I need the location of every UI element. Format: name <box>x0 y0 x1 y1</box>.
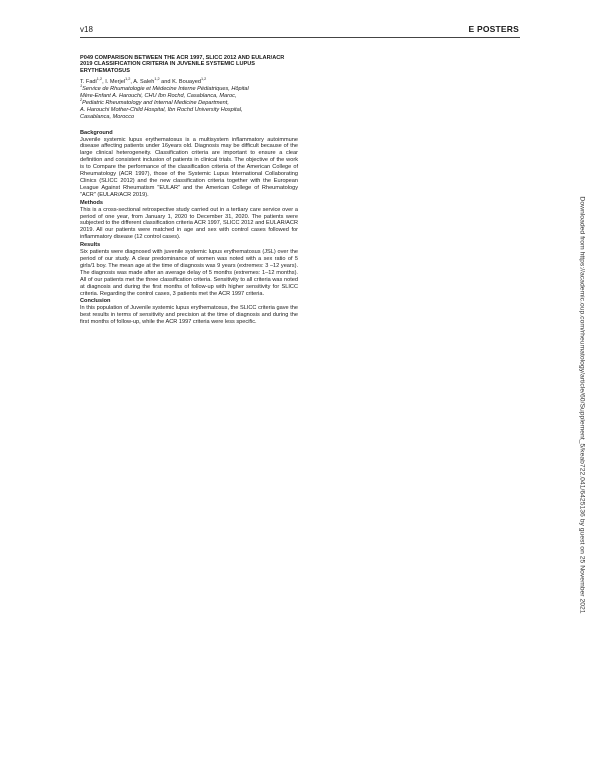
affiliation-text: Service de Rhumatologie et Médecine Interne Pédiatriques, Hôpital <box>82 86 249 93</box>
section-text-conclusion: In this population of Juvenile systemic lupus erythematosus, the SLICC criteria gave the best results in terms of sensitivity and precision at the time of diagnosis and during the first months of follow-up, while the ACR 1997 criteria were less specific. <box>80 305 298 326</box>
abstract-title: P049 COMPARISON BETWEEN THE ACR 1997, SLICC 2012 AND EULAR/ACR 2019 CLASSIFICATION CRITERIA IN JUVENILE SYSTEMIC LUPUS ERYTHEMATOSUS <box>80 55 285 74</box>
section-heading-conclusion: Conclusion <box>80 298 111 305</box>
author-separator: , <box>130 79 134 86</box>
header-divider <box>80 37 520 38</box>
affiliations <box>80 86 298 121</box>
section-header: E POSTERS <box>468 24 519 34</box>
author-name: T. Fadi <box>80 79 97 86</box>
author-separator: , <box>102 79 106 86</box>
download-watermark-text[interactable]: Downloaded from https://academic.oup.com/rheumatology/article/60/Supplement_5/keab722.041/6425136 by guest on 25 November 2021 <box>578 196 586 614</box>
author-affiliation-marker: 1,2 <box>201 77 207 82</box>
section-heading-results: Results <box>80 242 101 249</box>
affiliation-line: Mère-Enfant A. Harouchi, CHU Ibn Rochd, Casablanca, Maroc, <box>80 93 237 100</box>
affiliation-marker: 2 <box>80 98 83 103</box>
author-separator: and <box>159 79 173 86</box>
affiliation-marker: 1 <box>80 84 83 89</box>
section-text-results: Six patients were diagnosed with juvenile systemic lupus erythematosus (JSL) over the period of our study. A clear predominance of women was noted with a sex ratio of 5 girls/1 boy. The mean age at the time of diagnosis was 9 years (extremes: 3 –12 years). The diagnosis was made after an average delay of 5 months (extremes: 1–12 months). All of our patients met the three classification criteria. Sensitivity to all criteria was noted at diagnosis and during the first months of follow-up with higher sensitivity for SLICC criteria. Regarding the control cases, 3 patients met the ACR 1997 criteria. <box>80 249 298 297</box>
section-text-methods: This is a cross-sectional retrospective study carried out in a tertiary care service over a period of one year, from January 1, 2020 to December 31, 2020. The patients were subjected to the different classification criteria ACR 1997, SLICC 2012 and EULAR/ACR 2019. All our patients were matched in age and sex with control cases followed for inflammatory disease (12 control cases). <box>80 206 298 241</box>
author-name: A. Saleh <box>133 79 155 86</box>
author-name: I. Merjel <box>105 79 126 86</box>
section-heading-methods: Methods <box>80 199 103 206</box>
abstract-column <box>80 55 298 326</box>
section-text-background: Juvenile systemic lupus erythematosus is a multisystem inflammatory autoimmune disease affecting patients under 16years old. Diagnosis may be difficult because of the large clinical heterogeneity. Classification criteria are important to ensure a clear definition and consistent inclusion of patients in clinical trials. The objective of the work is to Compare the performance of the classification criteria of the American College of Rheumatology (ACR 1997), those of the Systemic Lupus International Collaborating Clinics (SLICC 2012) and the new classification criteria together with the European League Against Rheumatism "EULAR" and the American College of Rheumatology "ACR" (EULAR/ACR 2019). <box>80 136 298 198</box>
section-heading-background: Background <box>80 129 113 136</box>
author-name: K. Bouayed <box>172 79 202 86</box>
author-affiliation-marker: 1,2 <box>125 77 131 82</box>
affiliation-line <box>80 100 298 107</box>
author-affiliation-marker: 1,2 <box>154 77 160 82</box>
affiliation-line <box>80 86 298 93</box>
page-number: v18 <box>80 25 93 34</box>
author-affiliation-marker: 1,2 <box>96 77 103 82</box>
affiliation-line: Casablanca, Morocco <box>80 113 135 120</box>
affiliation-text: Pediatric Rheumatology and Internal Medicine Department, <box>82 99 229 106</box>
affiliation-line: A. Harouchi Mother-Child Hospital, Ibn Rochd University Hospital, <box>80 106 243 113</box>
